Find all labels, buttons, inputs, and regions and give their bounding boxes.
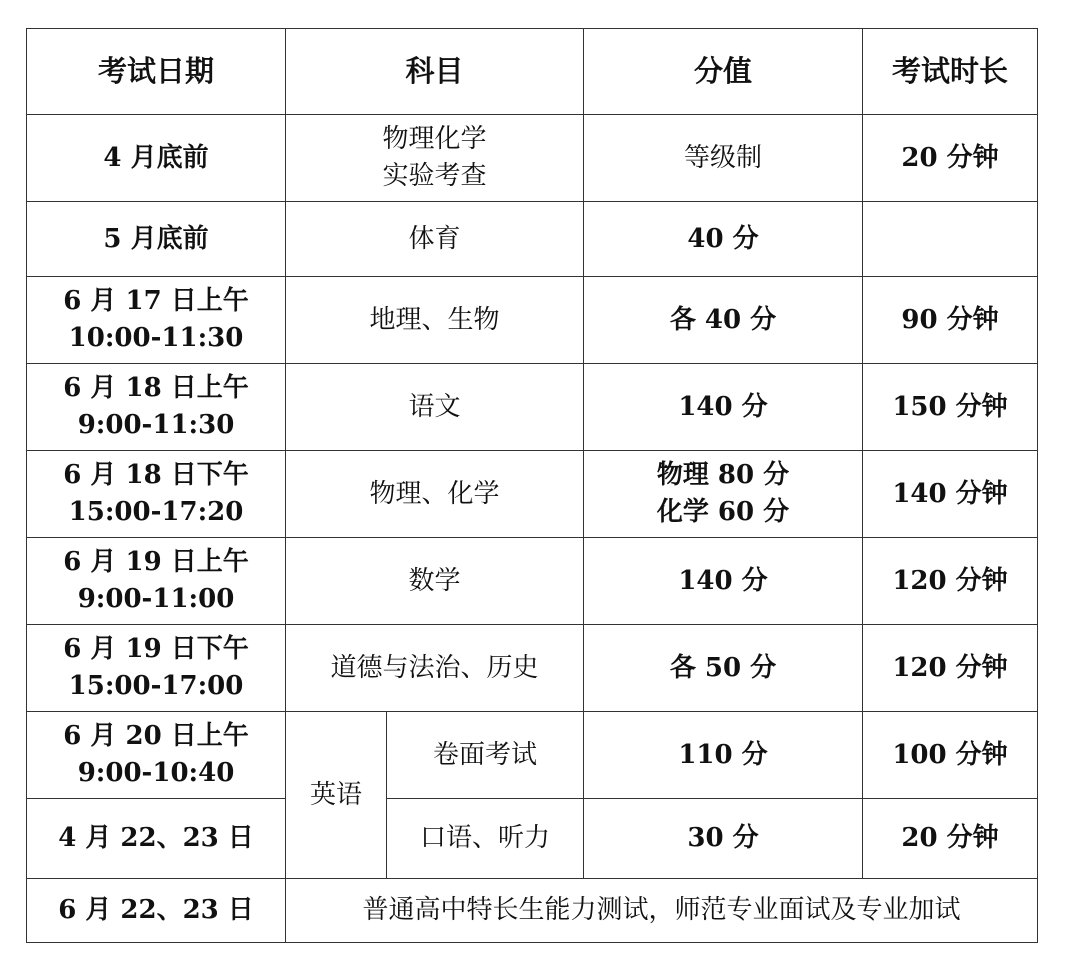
time-text: 15:00-17:20 xyxy=(68,497,244,527)
date-text: 4 月底前 xyxy=(103,142,209,173)
score-cell xyxy=(584,625,863,712)
date-text: 6 月 18 日上午 xyxy=(63,373,249,403)
table-row xyxy=(27,799,1038,879)
table-row xyxy=(27,364,1038,451)
duration-text: 90 分钟 xyxy=(901,304,999,335)
subject-text: 地理、生物 xyxy=(369,304,500,335)
merged-description-cell xyxy=(286,879,1038,943)
table-row xyxy=(27,202,1038,277)
subject-cell xyxy=(286,625,584,712)
table-row xyxy=(27,538,1038,625)
table-row xyxy=(27,277,1038,364)
subject-group-text: 英语 xyxy=(309,779,362,810)
subject-text: 语文 xyxy=(408,391,461,422)
date-cell xyxy=(27,115,286,202)
subject-text: 卷面考试 xyxy=(433,739,538,770)
date-cell xyxy=(27,538,286,625)
exam-schedule-table xyxy=(26,28,1038,943)
header-subject: 科目 xyxy=(286,29,584,115)
score-cell xyxy=(584,115,863,202)
subject-text: 体育 xyxy=(408,223,461,254)
subject-cell xyxy=(286,451,584,538)
date-text: 4 月 22、23 日 xyxy=(58,823,254,853)
score-cell xyxy=(584,364,863,451)
score-text: 140 分 xyxy=(678,565,768,596)
subject-text: 物理、化学 xyxy=(369,478,500,509)
table-row xyxy=(27,115,1038,202)
subject-cell xyxy=(286,277,584,364)
duration-text: 140 分钟 xyxy=(892,478,1008,509)
subject-text: 数学 xyxy=(408,565,461,596)
date-text: 6 月 20 日上午 xyxy=(63,721,249,751)
duration-cell xyxy=(863,364,1038,451)
header-score: 分值 xyxy=(584,29,863,115)
date-text: 6 月 18 日下午 xyxy=(63,460,249,490)
score-text: 各 40 分 xyxy=(669,304,777,335)
time-text: 15:00-17:00 xyxy=(68,671,244,701)
duration-text: 20 分钟 xyxy=(901,142,999,173)
score-text: 140 分 xyxy=(678,391,768,422)
table-row xyxy=(27,451,1038,538)
date-text: 6 月 22、23 日 xyxy=(58,895,254,925)
date-cell xyxy=(27,364,286,451)
duration-text: 100 分钟 xyxy=(892,739,1008,770)
score-text: 等级制 xyxy=(684,142,763,173)
score-cell xyxy=(584,202,863,277)
duration-text: 120 分钟 xyxy=(892,565,1008,596)
duration-text: 120 分钟 xyxy=(892,652,1008,683)
subject-cell xyxy=(286,115,584,202)
date-cell xyxy=(27,625,286,712)
time-text: 9:00-11:30 xyxy=(77,410,235,440)
subject-cell xyxy=(286,538,584,625)
time-text: 9:00-10:40 xyxy=(77,758,235,788)
time-text: 9:00-11:00 xyxy=(77,584,235,614)
date-cell xyxy=(27,277,286,364)
date-text: 5 月底前 xyxy=(103,223,209,254)
duration-cell xyxy=(863,625,1038,712)
header-row xyxy=(27,29,1038,115)
score-cell xyxy=(584,799,863,879)
table-row xyxy=(27,625,1038,712)
date-cell xyxy=(27,451,286,538)
header-date: 考试日期 xyxy=(27,29,286,115)
subject-cell xyxy=(286,364,584,451)
duration-text: 150 分钟 xyxy=(892,391,1008,422)
date-text: 6 月 19 日上午 xyxy=(63,547,249,577)
score-text: 40 分 xyxy=(687,223,759,254)
score-text-line2: 化学 60 分 xyxy=(656,497,790,527)
time-text: 10:00-11:30 xyxy=(68,323,244,353)
header-duration: 考试时长 xyxy=(863,29,1038,115)
subject-text: 物理化学 xyxy=(382,124,487,154)
table-row xyxy=(27,879,1038,943)
duration-cell xyxy=(863,202,1038,277)
subject-cell xyxy=(286,202,584,277)
duration-cell xyxy=(863,277,1038,364)
date-cell xyxy=(27,202,286,277)
duration-cell xyxy=(863,799,1038,879)
duration-cell xyxy=(863,538,1038,625)
subject-text: 口语、听力 xyxy=(420,823,551,853)
duration-cell xyxy=(863,115,1038,202)
score-text: 30 分 xyxy=(687,823,759,853)
score-text: 物理 80 分 xyxy=(656,460,790,490)
score-cell xyxy=(584,451,863,538)
score-cell xyxy=(584,538,863,625)
date-cell xyxy=(27,799,286,879)
score-cell xyxy=(584,277,863,364)
subject-group-cell xyxy=(286,712,387,879)
subject-text: 道德与法治、历史 xyxy=(330,652,539,683)
duration-cell xyxy=(863,712,1038,799)
date-text: 6 月 19 日下午 xyxy=(63,634,249,664)
table-row xyxy=(27,712,1038,799)
duration-cell xyxy=(863,451,1038,538)
date-cell xyxy=(27,879,286,943)
score-text: 各 50 分 xyxy=(669,652,777,683)
subject-cell xyxy=(387,799,584,879)
date-cell xyxy=(27,712,286,799)
description-text: 普通高中特长生能力测试，师范专业面试及专业加试 xyxy=(362,895,961,925)
score-text: 110 分 xyxy=(678,739,768,770)
duration-text: 20 分钟 xyxy=(901,823,999,853)
score-cell xyxy=(584,712,863,799)
subject-cell xyxy=(387,712,584,799)
date-text: 6 月 17 日上午 xyxy=(63,286,249,316)
subject-text-line2: 实验考查 xyxy=(382,161,487,191)
